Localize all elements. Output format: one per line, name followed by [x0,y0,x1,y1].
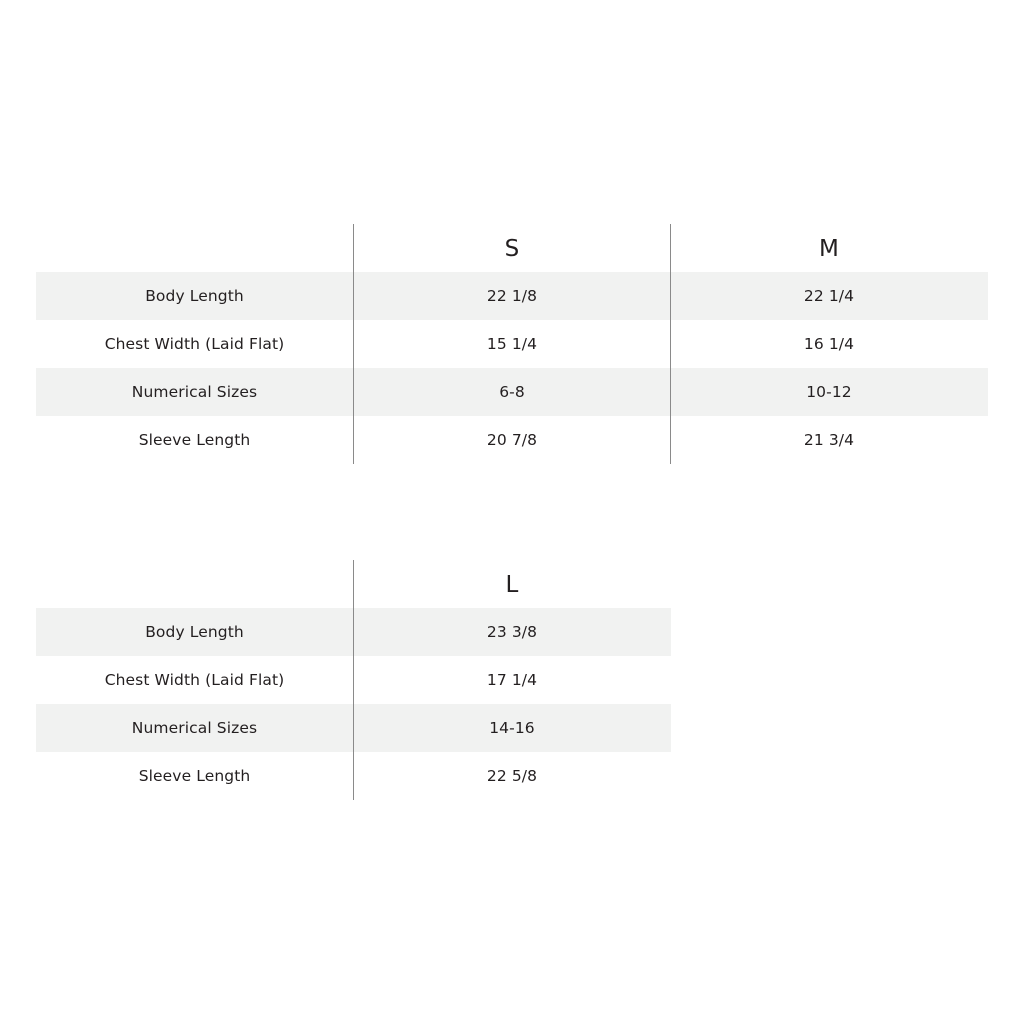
size-header-l: L [353,560,670,608]
table-row [36,272,988,320]
table-row [36,656,671,704]
table-row [36,320,988,368]
value-cell: 23 3/8 [353,608,670,656]
value-cell: 17 1/4 [353,656,670,704]
value-cell: 6-8 [353,368,670,416]
size-header-m: M [670,224,987,272]
row-label-chest-width: Chest Width (Laid Flat) [104,335,285,353]
table-row [36,752,671,800]
value-cell: 15 1/4 [353,320,670,368]
value-cell: 16 1/4 [670,320,987,368]
header-blank-cell [36,224,353,272]
row-label-sleeve-length: Sleeve Length [138,431,251,449]
value-cell: 10-12 [670,368,987,416]
size-header-row [36,560,671,608]
value-cell: 14-16 [353,704,670,752]
table-row [36,368,988,416]
table-row [36,704,671,752]
size-chart-table-l [36,560,671,800]
row-label-sleeve-length: Sleeve Length [138,767,251,785]
value-cell: 22 1/4 [670,272,987,320]
size-header-s: S [353,224,670,272]
value-cell: 22 1/8 [353,272,670,320]
table-row [36,416,988,464]
value-cell: 21 3/4 [670,416,987,464]
value-cell: 20 7/8 [353,416,670,464]
header-blank-cell [36,560,353,608]
row-label-body-length: Body Length [145,623,244,641]
size-header-row [36,224,988,272]
row-label-numerical-sizes: Numerical Sizes [131,719,258,737]
value-cell: 22 5/8 [353,752,670,800]
table-row [36,608,671,656]
size-chart-table-s-m [36,224,988,464]
row-label-numerical-sizes: Numerical Sizes [131,383,258,401]
row-label-body-length: Body Length [145,287,244,305]
row-label-chest-width: Chest Width (Laid Flat) [104,671,285,689]
